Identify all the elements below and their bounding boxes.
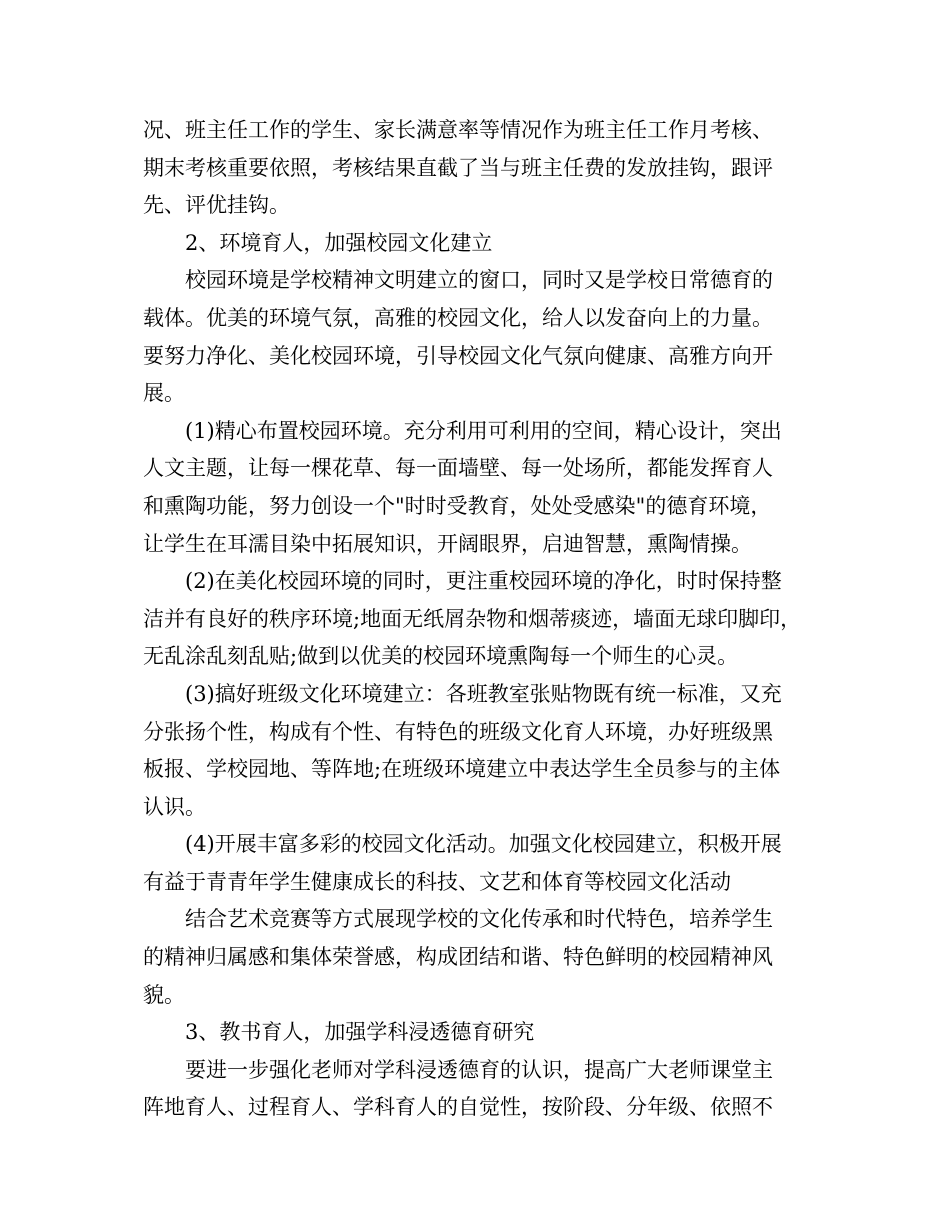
paragraph — [143, 1052, 815, 1127]
text-line: 展。 — [143, 381, 185, 406]
paragraph — [143, 225, 815, 263]
text-line: 分张扬个性，构成有个性、有特色的班级文化育人环境，办好班级黑 — [143, 719, 773, 744]
text-line: 要进一步强化老师对学科浸透德育的认识，提高广大老师课堂主 — [185, 1057, 773, 1082]
text-line: 结合艺术竞赛等方式展现学校的文化传承和时代特色，培养学生 — [185, 907, 773, 932]
text-line: 人文主题，让每一棵花草、每一面墙壁、每一处场所，都能发挥育人 — [143, 456, 773, 481]
text-line: 板报、学校园地、等阵地;在班级环境建立中表达学生全员参与的主体 — [143, 757, 781, 782]
text-line: (1)精心布置校园环境。充分利用可利用的空间，精心设计，突出 — [185, 418, 782, 443]
text-line: 貌。 — [143, 982, 185, 1007]
paragraph — [143, 826, 815, 901]
text-line: 载体。优美的环境气氛，高雅的校园文化，给人以发奋向上的力量。 — [143, 305, 773, 330]
text-line: 有益于青青年学生健康成长的科技、文艺和体育等校园文化活动 — [143, 869, 731, 894]
text-line: 要努力净化、美化校园环境，引导校园文化气氛向健康、高雅方向开 — [143, 343, 773, 368]
text-line: 和熏陶功能，努力创设一个"时时受教育，处处受感染"的德育环境， — [143, 493, 772, 518]
text-line: 无乱涂乱刻乱贴;做到以优美的校园环境熏陶每一个师生的心灵。 — [143, 644, 739, 669]
paragraph — [143, 262, 815, 412]
text-line: 况、班主任工作的学生、家长满意率等情况作为班主任工作月考核、 — [143, 118, 773, 142]
text-line: 先、评优挂钩。 — [143, 193, 290, 218]
text-line: 校园环境是学校精神文明建立的窗口，同时又是学校日常德育的 — [185, 268, 773, 293]
text-line: 洁并有良好的秩序环境;地面无纸屑杂物和烟蒂痰迹，墙面无球印脚印， — [143, 606, 802, 631]
text-line: 期末考核重要依照，考核结果直截了当与班主任费的发放挂钩，跟评 — [143, 155, 773, 180]
text-line: (4)开展丰富多彩的校园文化活动。加强文化校园建立，积极开展 — [185, 832, 782, 857]
text-line: (2)在美化校园环境的同时，更注重校园环境的净化，时时保持整 — [185, 569, 782, 594]
paragraph — [143, 901, 815, 1014]
document-body — [143, 112, 815, 1127]
text-line: 2、环境育人，加强校园文化建立 — [185, 230, 493, 255]
text-line: 认识。 — [143, 794, 206, 819]
paragraph — [143, 413, 815, 563]
paragraph — [143, 1014, 815, 1052]
text-line: 让学生在耳濡目染中拓展知识，开阔眼界，启迪智慧，熏陶情操。 — [143, 531, 752, 556]
text-line: 的精神归属感和集体荣誉感，构成团结和谐、特色鲜明的校园精神风 — [143, 945, 773, 970]
paragraph — [143, 112, 815, 225]
paragraph — [143, 563, 815, 676]
paragraph — [143, 676, 815, 826]
text-line: 3、教书育人，加强学科浸透德育研究 — [185, 1020, 535, 1045]
text-line: (3)搞好班级文化环境建立：各班教室张贴物既有统一标准，又充 — [185, 681, 782, 706]
text-line: 阵地育人、过程育人、学科育人的自觉性，按阶段、分年级、依照不 — [143, 1095, 773, 1120]
